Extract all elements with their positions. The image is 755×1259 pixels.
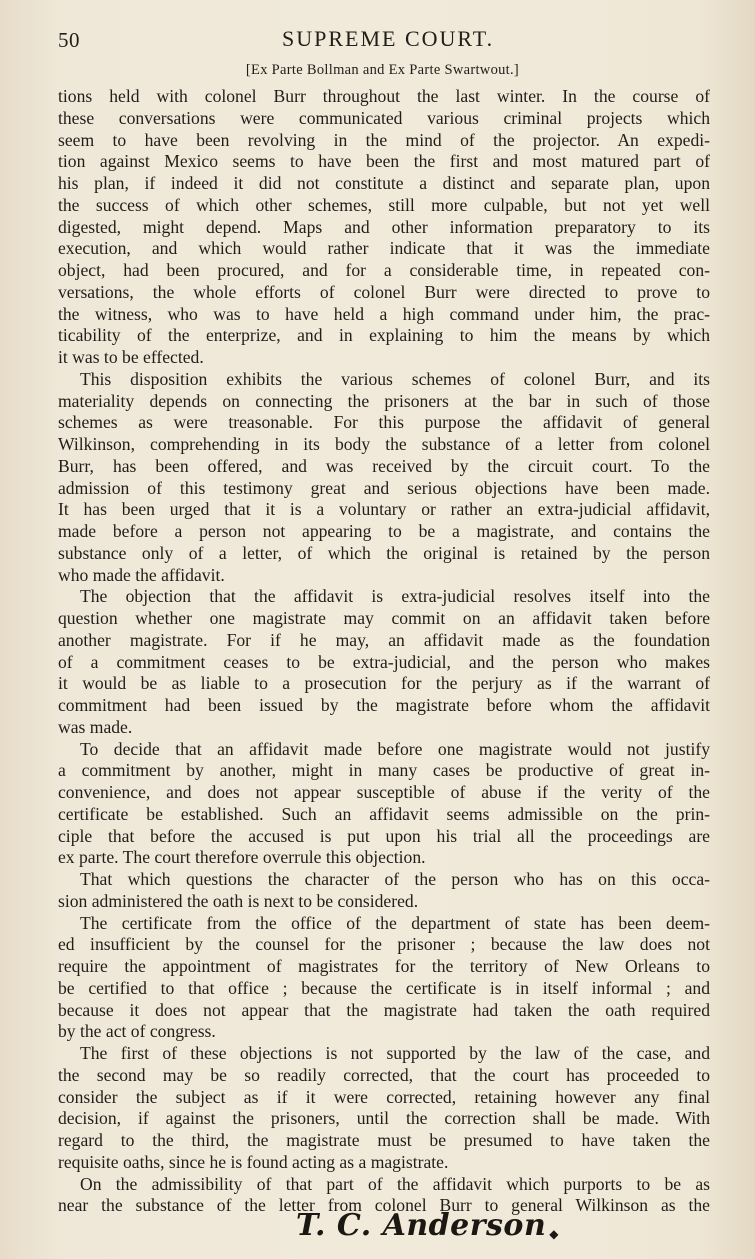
text-line: regard to the third, the magistrate must be presumed to have taken the: [58, 1130, 710, 1150]
text-line: it would be as liable to a prosecution for the perjury as if the warrant of: [58, 673, 710, 694]
text-line: ticability of the enterprize, and in explaining to him the means by which: [58, 325, 710, 346]
text-line: schemes as were treasonable. For this purpose the affidavit of general: [58, 412, 710, 433]
text-line: digested, might depend. Maps and other information preparatory to its: [58, 216, 710, 237]
text-line: the success of which other schemes, still more culpable, but not yet well: [58, 194, 710, 215]
text-line: On the admissibility of that part of the affidavit which purports to be as: [80, 1173, 710, 1194]
text-line: of a commitment ceases to be extra-judicial, and the person who makes: [58, 651, 710, 672]
text-line: This disposition exhibits the various schemes of colonel Burr, and its: [80, 368, 710, 389]
running-head: SUPREME COURT.: [282, 26, 495, 51]
text-line: it was to be effected.: [58, 347, 204, 367]
text-line: commitment had been issued by the magistrate before whom the affidavit: [58, 695, 710, 715]
text-line: To decide that an affidavit made before one magistrate would not justify: [80, 738, 710, 759]
text-line: decision, if against the prisoners, until the correction shall be made. With: [58, 1108, 710, 1129]
text-line: consider the subject as if it were corrected, retaining however any final: [58, 1086, 710, 1107]
text-line: tion against Mexico seems to have been the first and most matured part of: [58, 151, 710, 172]
text-line: The objection that the affidavit is extra-judicial resolves itself into the: [80, 586, 710, 607]
text-line: materiality depends on connecting the prisoners at the bar in such of those: [58, 390, 710, 411]
text-line: execution, and which would rather indicate that it was the immediate: [58, 238, 710, 259]
text-line: by the act of congress.: [58, 1021, 216, 1042]
text-line: The first of these objections is not supported by the law of the case, and: [80, 1043, 710, 1063]
text-line: seem to have been revolving in the mind of the projector. An expedi-: [58, 129, 710, 150]
page-header: [58, 24, 715, 54]
case-caption: [Ex Parte Bollman and Ex Parte Swartwout.]: [245, 62, 520, 78]
text-line: was made.: [58, 716, 133, 737]
text-line: sion administered the oath is next to be considered.: [58, 890, 419, 911]
text-line: Wilkinson, comprehending in its body the substance of a letter from colonel: [58, 434, 710, 454]
text-line: near the substance of the letter from colonel Burr to general Wilkinson as the: [58, 1195, 710, 1216]
text-line: the second may be so readily corrected, that the court has proceeded to: [58, 1064, 710, 1085]
text-line: The certificate from the office of the department of state has been deem-: [80, 912, 710, 933]
text-line: Burr, has been offered, and was received by the circuit court. To the: [58, 455, 710, 476]
text-line: requisite oaths, since he is found acting as a magistrate.: [58, 1151, 449, 1172]
body-text: [58, 86, 710, 1217]
signature: [296, 1208, 559, 1243]
text-line: be certified to that office ; because the certificate is in itself informal ; and: [58, 977, 710, 998]
text-line: tions held with colonel Burr throughout the last winter. In the course of: [58, 86, 710, 106]
text-line: admission of this testimony great and serious objections have been made.: [58, 477, 710, 498]
text-line: convenience, and does not appear susceptible of abuse if the verity of the: [58, 782, 710, 802]
text-line: because it does not appear that the magistrate had taken the oath required: [58, 999, 710, 1020]
signature-text: T. C. Anderson: [296, 1208, 547, 1243]
text-line: substance only of a letter, of which the original is retained by the person: [58, 542, 710, 563]
page-number: 50: [58, 28, 80, 52]
text-line: the witness, who was to have held a high command under him, the prac-: [58, 303, 710, 324]
signature-flourish-icon: ◆: [549, 1227, 559, 1241]
text-line: these conversations were communicated various criminal projects which: [58, 107, 710, 128]
text-line: another magistrate. For if he may, an affidavit made as the foundation: [58, 629, 710, 650]
text-line: versations, the whole efforts of colonel Burr were directed to prove to: [58, 281, 710, 302]
text-line: require the appointment of magistrates for the territory of New Orleans to: [58, 956, 710, 976]
text-line: object, had been procured, and for a considerable time, in repeated con-: [58, 260, 710, 280]
text-line: question whether one magistrate may commit on an affidavit taken before: [58, 608, 710, 628]
text-line: That which questions the character of the person who has on this occa-: [80, 869, 710, 889]
text-line: certificate be established. Such an affidavit seems admissible on the prin-: [58, 803, 710, 824]
text-line: made before a person not appearing to be a magistrate, and contains the: [58, 521, 710, 541]
text-line: ciple that before the accused is put upon his trial all the proceedings are: [58, 825, 710, 846]
text-line: who made the affidavit.: [58, 564, 225, 585]
text-line: ex parte. The court therefore overrule this objection.: [58, 847, 426, 868]
text-line: It has been urged that it is a voluntary or rather an extra-judicial affidavit,: [58, 499, 710, 520]
text-line: his plan, if indeed it did not constitute a distinct and separate plan, upon: [58, 173, 710, 193]
text-line: ed insufficient by the counsel for the prisoner ; because the law does not: [58, 934, 710, 955]
text-line: a commitment by another, might in many cases be productive of great in-: [58, 760, 710, 781]
